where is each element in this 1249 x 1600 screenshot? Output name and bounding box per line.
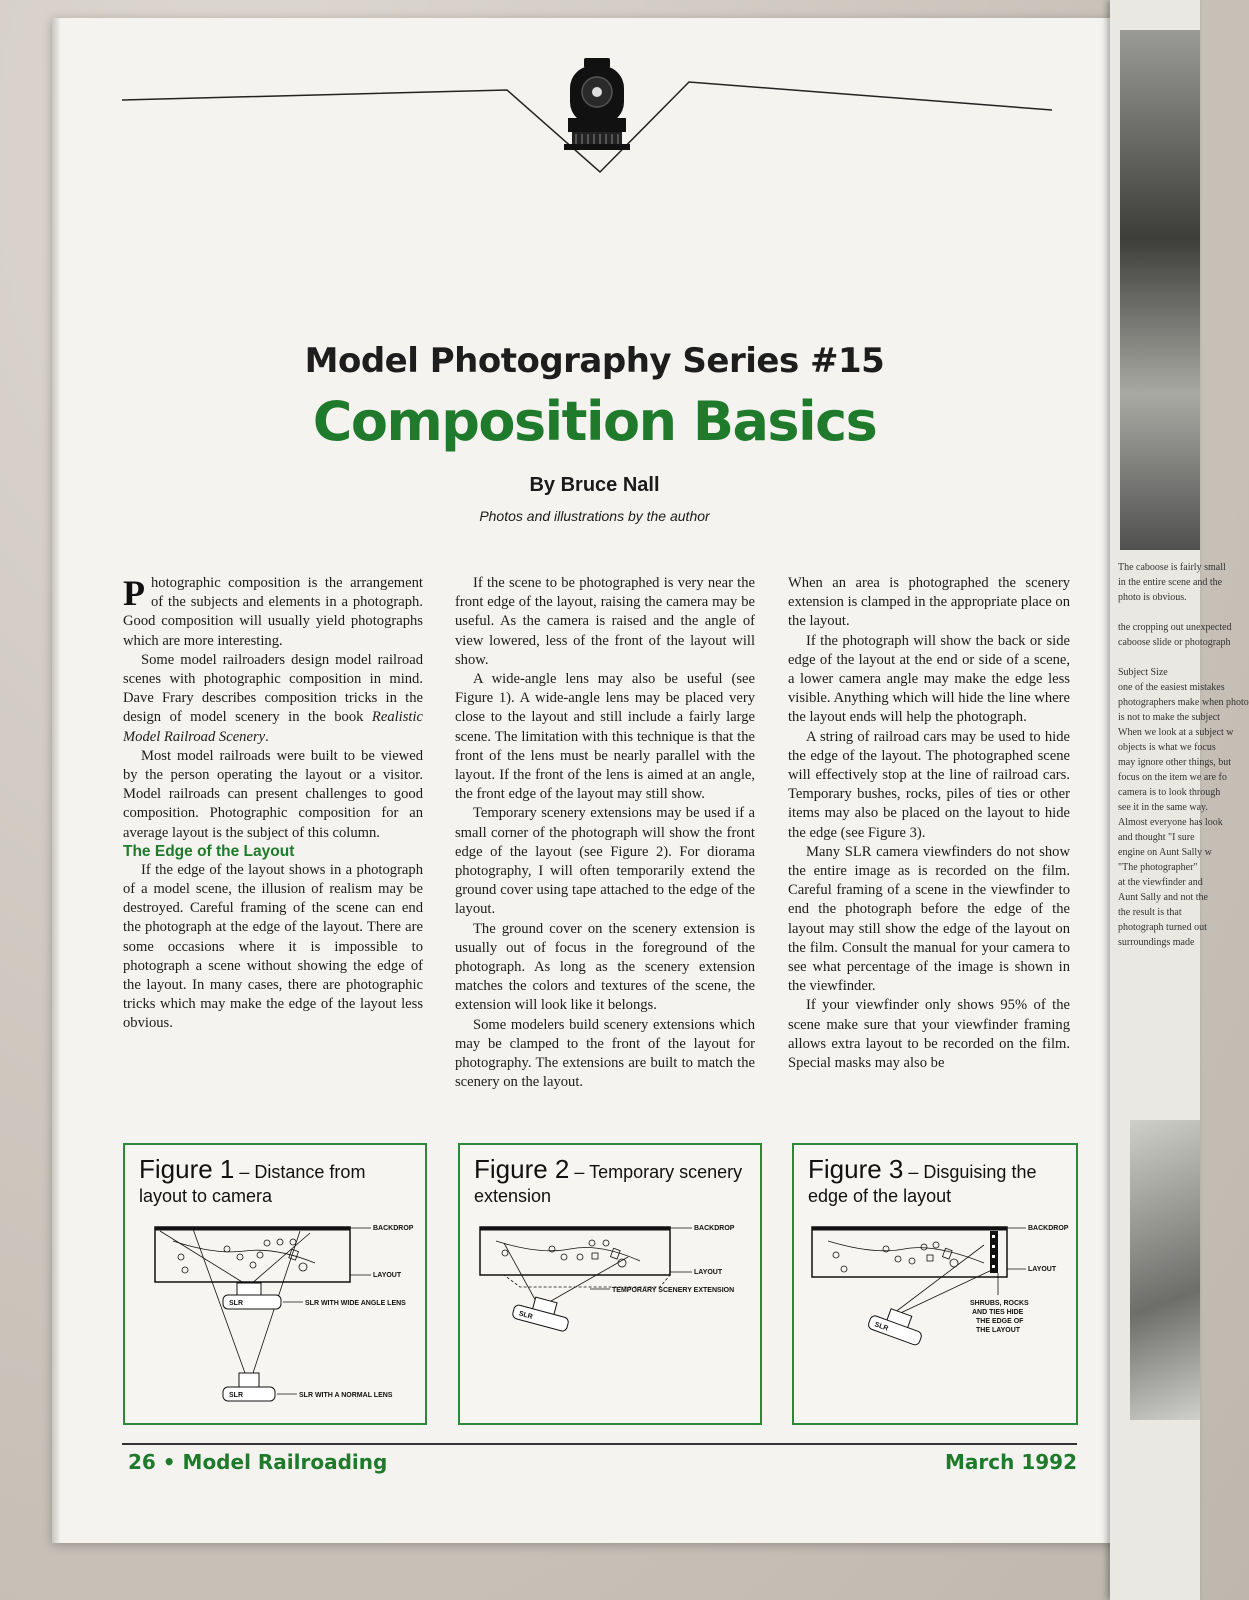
slr-label: SLR (517, 1310, 534, 1321)
adjacent-text-line (1118, 650, 1198, 665)
figure-caption-text: – Disguising the edge of the layout (808, 1162, 1037, 1206)
adjacent-photo (1130, 1120, 1200, 1420)
backdrop-label: BACKDROP (373, 1225, 414, 1232)
figure-2-diagram (460, 1145, 760, 1423)
text-column-2 (455, 574, 755, 1092)
book-title: Realistic Model Railroad Scenery (123, 709, 423, 745)
paragraph: A wide-angle lens may also be useful (see Figure 1). A wide-angle lens may be placed very close to the layout and still include a fairly large scene. The limitation with this technique is that the front of the lens must be nearly parallel with the layout. If the front of the lens is aimed at an angle, the front edge of the layout may still show. (455, 671, 755, 803)
shrubs-label-line: THE EDGE OF (976, 1318, 1024, 1325)
adjacent-text-line: camera is to look through (1118, 787, 1221, 798)
paragraph: When an area is photographed the scenery extension is clamped in the appropriate place on the layout. (788, 575, 1070, 630)
paragraph: Temporary scenery extensions may be used if a small corner of the photograph will show the front edge of the layout (see Figure 2). For diorama photography, I will often temporarily extend the ground cover using tape attached to the edge of the layout. (455, 805, 755, 918)
paragraph (123, 574, 423, 651)
adjacent-text-line: may ignore other things, but (1118, 757, 1232, 768)
wide-angle-label: SLR WITH WIDE ANGLE LENS (305, 1300, 406, 1307)
figure-1 (123, 1143, 427, 1425)
layout-label: LAYOUT (1028, 1266, 1057, 1273)
figure-3 (792, 1143, 1078, 1425)
adjacent-text-line: The caboose is fairly small (1118, 562, 1226, 573)
adjacent-text-line: focus on the item we are fo (1118, 772, 1227, 783)
adjacent-text-line: Subject Size (1118, 667, 1168, 678)
adjacent-text-line: Aunt Sally and not the (1118, 892, 1208, 903)
figure-caption-text: – Distance from layout to camera (139, 1162, 366, 1206)
adjacent-text-line: "The photographer" (1118, 862, 1198, 873)
page-gutter (52, 18, 60, 1543)
adjacent-text-line: the cropping out unexpected (1118, 622, 1232, 633)
shrubs-label-line: SHRUBS, ROCKS (970, 1300, 1029, 1307)
magazine-page (52, 18, 1137, 1543)
slr-label: SLR (229, 1392, 243, 1399)
figure-number: Figure 2 (474, 1154, 570, 1184)
adjacent-page-text (1118, 560, 1249, 950)
shrubs-label-line: AND TIES HIDE (972, 1309, 1024, 1316)
backdrop-label: BACKDROP (1028, 1225, 1069, 1232)
shrubs-label-line: THE LAYOUT (976, 1327, 1021, 1334)
section-subhead: The Edge of the Layout (123, 842, 295, 860)
adjacent-text-line: the result is that (1118, 907, 1182, 918)
extension-label: TEMPORARY SCENERY EXTENSION (612, 1287, 735, 1294)
article-title: Composition Basics (312, 390, 877, 453)
figure-caption-text: – Temporary scenery extension (474, 1162, 743, 1206)
series-kicker: Model Photography Series #15 (304, 341, 885, 381)
adjacent-text-line: When we look at a subject w (1118, 727, 1234, 738)
figure-2 (458, 1143, 762, 1425)
paragraph: If the scene to be photographed is very near the front edge of the layout, raising the camera may be useful. As the camera is raised and the angle of view lowered, less of the front of the layout will show. (455, 575, 755, 668)
adjacent-text-line: in the entire scene and the (1118, 577, 1223, 588)
backdrop-label: BACKDROP (694, 1225, 735, 1232)
paragraph: If the photograph will show the back or side edge of the layout at the end or side of a scene, a lower camera angle may make the edge less visible. Anything which will hide the line where the layout ends will help the photograph. (788, 632, 1070, 726)
photo-credit: Photos and illustrations by the author (479, 508, 710, 524)
text-column-1 (123, 574, 423, 1034)
adjacent-text-line: is not to make the subject (1118, 712, 1220, 723)
adjacent-photo (1120, 30, 1200, 550)
slr-label: SLR (873, 1321, 890, 1333)
paragraph: Some modelers build scenery extensions which may be clamped to the front of the layout for photography. The extensions are built to match the scenery on the layout. (455, 1016, 755, 1091)
adjacent-text-line: one of the easiest mistakes (1118, 682, 1225, 693)
paragraph: If the edge of the layout shows in a photograph of a model scene, the illusion of realism may be destroyed. Careful framing of the scene can end the photograph at the edge of the layout. There are some occasions where it is impossible to photograph a scene without showing the edge of the layout. In many cases, there are photographic tricks which may make the edge of the layout less obvious. (123, 861, 423, 1032)
text-column-3 (788, 574, 1070, 1073)
paragraph: Most model railroads were built to be viewed by the person operating the layout or a visitor. Model railroads can present challenges to good composition. Photographic composition for an average layout is the subject of this column. (123, 747, 423, 841)
figure-3-diagram (794, 1145, 1076, 1423)
adjacent-text-line: Almost everyone has look (1118, 817, 1223, 828)
locomotive-logo (562, 56, 632, 156)
adjacent-text-line: and thought "I sure (1118, 832, 1195, 843)
figure-number: Figure 1 (139, 1154, 235, 1184)
paragraph (123, 651, 423, 747)
paragraph: The ground cover on the scenery extension is usually out of focus in the foreground of the photograph. As long as the scenery extension matches the colors and textures of the scene, the extension will look like it belongs. (455, 920, 755, 1014)
paragraph-text: . (265, 728, 269, 745)
adjacent-text-line: photograph turned out (1118, 922, 1207, 933)
layout-label: LAYOUT (694, 1269, 723, 1276)
paragraph-text: hotographic composition is the arrangement of the subjects and elements in a photograph. Good composition will usually yield photographs which are more interesting. (123, 575, 423, 649)
folio-date: March 1992 (945, 1450, 1077, 1474)
adjacent-page (1110, 0, 1249, 1600)
adjacent-text-line (1118, 605, 1198, 620)
footer-rule (122, 1443, 1077, 1445)
byline: By Bruce Nall (529, 474, 660, 496)
paragraph: A string of railroad cars may be used to hide the edge of the layout. The photographed scene will effectively stop at the line of railroad cars. Temporary bushes, rocks, piles of ties or other items may also be placed on the layout to hide the edge (see Figure 3). (788, 728, 1070, 841)
adjacent-text-line: caboose slide or photograph (1118, 637, 1231, 648)
adjacent-text-line: photographers make when photo (1118, 697, 1249, 708)
figure-1-diagram (125, 1145, 425, 1423)
adjacent-text-line: photo is obvious. (1118, 592, 1187, 603)
folio-left: 26 • Model Railroading (128, 1450, 388, 1474)
paragraph: If your viewfinder only shows 95% of the scene make sure that your viewfinder framing allows extra layout to be recorded on the film. Special masks may also be (788, 997, 1070, 1072)
adjacent-text-line: see it in the same way. (1118, 802, 1208, 813)
paragraph-text: Some model railroaders design model railroad scenes with photographic composition in mind. Dave Frary describes composition tricks in the design of model scenery in the book (123, 651, 423, 726)
layout-label: LAYOUT (373, 1272, 402, 1279)
normal-lens-label: SLR WITH A NORMAL LENS (299, 1392, 393, 1399)
slr-label: SLR (229, 1300, 243, 1307)
adjacent-text-line: engine on Aunt Sally w (1118, 847, 1212, 858)
adjacent-text-line: objects is what we focus (1118, 742, 1216, 753)
paragraph: Many SLR camera viewfinders do not show the entire image as is recorded on the film. Careful framing of a scene in the viewfinder to end the photograph before the edge of the layout may still show the edge of the layout on the film. Consult the manual for your camera to see what percentage of the image is shown in the viewfinder. (788, 843, 1070, 995)
figure-number: Figure 3 (808, 1154, 904, 1184)
adjacent-text-line: at the viewfinder and (1118, 877, 1203, 888)
drop-cap: P (123, 573, 145, 613)
adjacent-text-line: surroundings made (1118, 937, 1195, 948)
